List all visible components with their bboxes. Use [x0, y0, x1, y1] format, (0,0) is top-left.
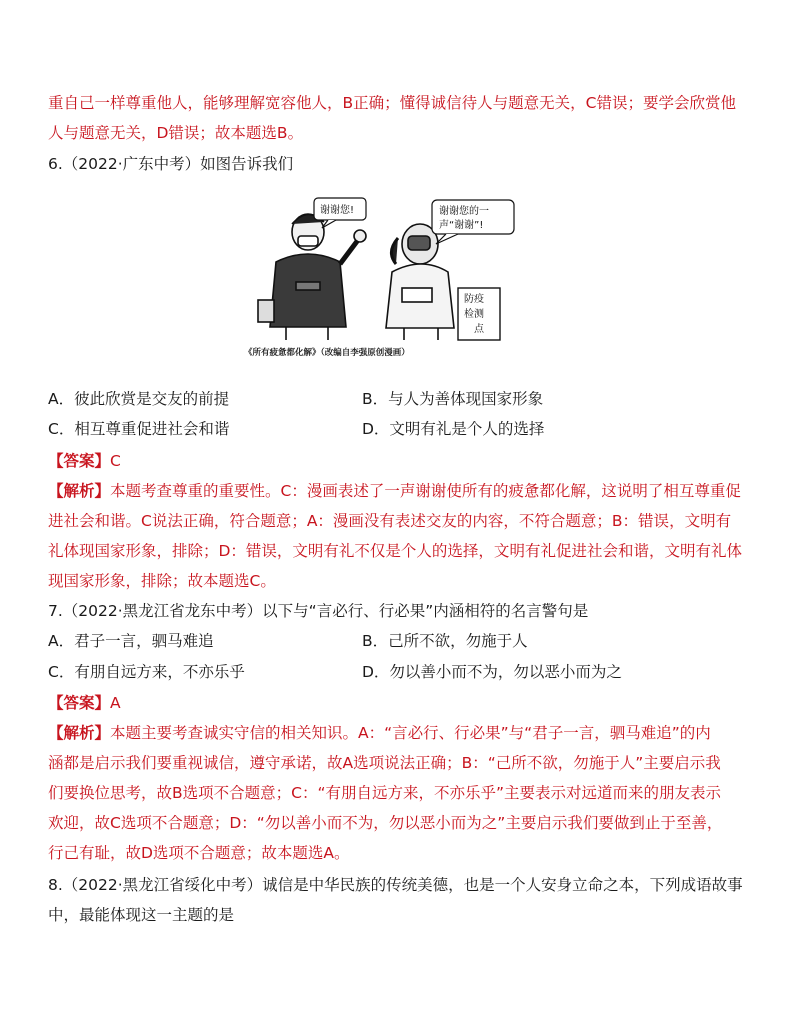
analysis-continuation-line-1: 重自己一样尊重他人，能够理解宽容他人，B正确；懂得诚信待人与题意无关，C错误；要学会欣赏他 — [48, 94, 736, 112]
q6-answer-line — [48, 446, 748, 476]
question-6-stem: 6.（2022·广东中考）如图告诉我们 — [48, 155, 294, 173]
q7-analysis-line-1 — [48, 718, 748, 748]
q6-analysis-line-4: 现国家形象，排除；故本题选C。 — [48, 572, 276, 590]
testing-point-sign — [458, 288, 500, 340]
q6-option-d: D．文明有礼是个人的选择 — [362, 420, 545, 438]
sign-text-1: 防疫 — [464, 294, 484, 305]
sign-text-2: 检测 — [464, 309, 484, 320]
q6-option-c: C．相互尊重促进社会和谐 — [48, 420, 230, 438]
sign-text-3: 点 — [474, 324, 484, 335]
q7-option-d: D．勿以善小而不为，勿以恶小而为之 — [362, 663, 622, 681]
answer-value: A — [110, 694, 121, 712]
analysis-tag: 【解析】 — [48, 724, 111, 742]
bubble-left-text: 谢谢您! — [320, 205, 355, 216]
q7-analysis-text-1: 本题主要考查诚实守信的相关知识。A：“言必行、行必果”与“君子一言，驷马难追”的内 — [110, 724, 711, 742]
answer-value: C — [110, 452, 121, 470]
q7-analysis-line-2: 涵都是启示我们要重视诚信，遵守承诺，故A选项说法正确；B：“己所不欲，勿施于人”主要启示我 — [48, 754, 721, 772]
question-7-stem: 7.（2022·黑龙江省龙东中考）以下与“言必行、行必果”内涵相符的名言警句是 — [48, 602, 589, 620]
question-8-stem-line-1: 8.（2022·黑龙江省绥化中考）诚信是中华民族的传统美德，也是一个人安身立命之本，下列成语故事 — [48, 876, 743, 894]
cartoon-caption: 《所有疲惫都化解》（改编自李强原创漫画） — [244, 348, 410, 358]
q7-analysis-line-3: 们要换位思考，故B选项不合题意；C：“有朋自远方来，不亦乐乎”主要表示对远道而来的朋友表示 — [48, 784, 722, 802]
answer-tag: 【答案】 — [48, 452, 111, 470]
analysis-continuation-line-2: 人与题意无关，D错误；故本题选B。 — [48, 124, 304, 142]
q6-option-a: A．彼此欣赏是交友的前提 — [48, 390, 230, 408]
analysis-tag: 【解析】 — [48, 482, 111, 500]
question-8-stem-line-2: 中，最能体现这一主题的是 — [48, 906, 235, 924]
answer-tag: 【答案】 — [48, 694, 111, 712]
q7-answer-line — [48, 688, 748, 718]
q6-analysis-text-1: 本题考查尊重的重要性。C：漫画表述了一声谢谢使所有的疲惫都化解，这说明了相互尊重促 — [110, 482, 741, 500]
q7-option-a: A．君子一言，驷马难追 — [48, 632, 214, 650]
man-figure — [258, 214, 366, 340]
q7-option-c: C．有朋自远方来，不亦乐乎 — [48, 663, 245, 681]
cartoon-illustration — [236, 192, 518, 342]
q6-option-b: B．与人为善体现国家形象 — [362, 390, 544, 408]
bubble-right-text-2: 声“谢谢”! — [439, 220, 484, 231]
speech-bubble-right — [432, 200, 514, 244]
bubble-right-text-1: 谢谢您的一 — [439, 206, 489, 217]
q7-option-b: B．己所不欲，勿施于人 — [362, 632, 528, 650]
q7-analysis-line-5: 行己有耻，故D选项不合题意；故本题选A。 — [48, 844, 350, 862]
q6-analysis-line-2: 进社会和谐。C说法正确，符合题意；A：漫画没有表述交友的内容，不符合题意；B：错误，文明有 — [48, 512, 732, 530]
q6-analysis-line-1 — [48, 476, 748, 506]
q6-analysis-line-3: 礼体现国家形象，排除；D：错误，文明有礼不仅是个人的选择，文明有礼促进社会和谐，文明有礼体 — [48, 542, 742, 560]
worker-figure — [386, 224, 454, 340]
q7-analysis-line-4: 欢迎，故C选项不合题意；D：“勿以善小而不为，勿以恶小而为之”主要启示我们要做到止于至善， — [48, 814, 723, 832]
